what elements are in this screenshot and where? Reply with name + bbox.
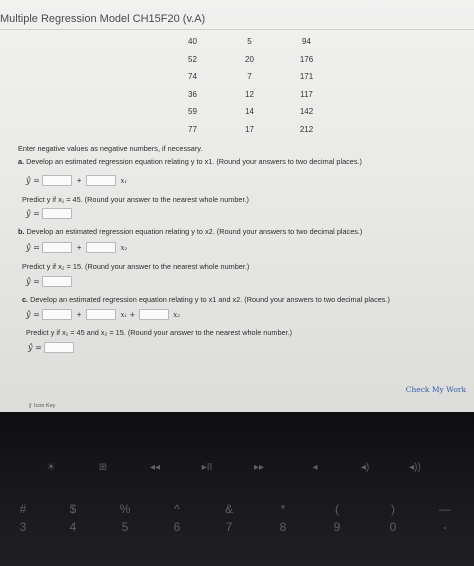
keyboard-key: ◂◂ bbox=[149, 462, 161, 473]
part-a-prediction-input[interactable] bbox=[42, 208, 72, 219]
table-cell: 20 bbox=[245, 54, 254, 64]
window-title: Multiple Regression Model CH15F20 (v.A) bbox=[0, 13, 206, 25]
keyboard-key: ◂) bbox=[360, 462, 370, 473]
part-c-equation bbox=[26, 309, 180, 320]
x1-variable: x₁ + bbox=[120, 310, 136, 319]
keyboard-key: % 5 bbox=[119, 502, 131, 534]
data-table bbox=[164, 33, 335, 138]
part-c-intercept-input[interactable] bbox=[42, 309, 72, 320]
table-cell: 142 bbox=[299, 107, 314, 117]
part-a-question bbox=[18, 157, 362, 166]
x2-variable: x₂ bbox=[173, 310, 181, 319]
keyboard-key: ◂)) bbox=[409, 462, 421, 473]
table-cell: 212 bbox=[299, 124, 314, 134]
check-my-work-button[interactable]: Check My Work bbox=[405, 385, 466, 394]
table-cell: 77 bbox=[188, 124, 197, 134]
plus-sign: + bbox=[76, 310, 82, 319]
yhat-label: ŷ = bbox=[26, 243, 40, 252]
icon-key-label: Icon Key bbox=[34, 403, 56, 409]
yhat-label: ŷ = bbox=[26, 209, 40, 218]
yhat-label: ŷ = bbox=[26, 277, 40, 286]
keyboard-key: ☀ bbox=[46, 462, 56, 473]
table-cell: 117 bbox=[300, 89, 313, 99]
keyboard-key: & 7 bbox=[224, 502, 233, 534]
keyboard-key: ◂ bbox=[312, 462, 318, 473]
part-c-label: c. bbox=[22, 295, 29, 304]
instructions-text: Enter negative values as negative numbers, if necessary. bbox=[18, 144, 203, 153]
part-c-prediction bbox=[28, 342, 74, 353]
table-cell: 171 bbox=[299, 72, 314, 82]
table-cell: 52 bbox=[188, 54, 197, 64]
laptop-keyboard bbox=[0, 412, 474, 566]
keyboard-key: ( 9 bbox=[333, 502, 341, 534]
part-b-question bbox=[18, 227, 362, 236]
plus-sign: + bbox=[76, 243, 82, 252]
table-cell: 59 bbox=[188, 107, 197, 117]
table-cell: 17 bbox=[245, 124, 254, 134]
part-a-equation bbox=[26, 175, 127, 186]
keyboard-key: ▸▸ bbox=[253, 462, 265, 473]
keyboard-key: * 8 bbox=[279, 502, 287, 534]
table-cell: 36 bbox=[188, 89, 197, 99]
x1-variable: x₁ bbox=[120, 176, 128, 185]
keyboard-key: # 3 bbox=[19, 502, 27, 534]
part-a-predict-text: Predict y if x₁ = 45. (Round your answer to the nearest whole number.) bbox=[22, 195, 249, 204]
yhat-label: ŷ = bbox=[26, 176, 40, 185]
table-row bbox=[164, 103, 335, 121]
part-a-intercept-input[interactable] bbox=[42, 175, 72, 186]
table-cell: 12 bbox=[245, 89, 254, 99]
x2-variable: x₂ bbox=[120, 243, 128, 252]
part-c-x2-coef-input[interactable] bbox=[139, 309, 169, 320]
part-b-slope-input[interactable] bbox=[86, 242, 116, 253]
part-b-prediction bbox=[26, 276, 72, 287]
table-cell: 74 bbox=[188, 72, 197, 82]
table-row bbox=[164, 33, 335, 51]
table-cell: 7 bbox=[247, 72, 252, 82]
table-cell: 176 bbox=[299, 54, 314, 64]
table-row bbox=[164, 68, 335, 86]
table-row bbox=[164, 51, 335, 69]
part-b-intercept-input[interactable] bbox=[42, 242, 72, 253]
part-a-question-text: Develop an estimated regression equation relating y to x1. (Round your answers to two decimal places.) bbox=[26, 157, 362, 166]
icon-key-link[interactable] bbox=[28, 403, 55, 409]
keyboard-key: ^ 6 bbox=[173, 502, 181, 534]
yhat-label: ŷ = bbox=[26, 310, 40, 319]
part-c-prediction-input[interactable] bbox=[44, 342, 74, 353]
table-cell: 14 bbox=[245, 107, 254, 117]
table-cell: 40 bbox=[188, 37, 197, 47]
part-a-label: a. bbox=[18, 157, 25, 166]
key-icon: ⚷ bbox=[28, 403, 33, 409]
keyboard-key: $ 4 bbox=[69, 502, 77, 534]
part-b-prediction-input[interactable] bbox=[42, 276, 72, 287]
keyboard-key: ) 0 bbox=[389, 502, 397, 534]
part-a-slope-input[interactable] bbox=[86, 175, 116, 186]
part-c-question-text: Develop an estimated regression equation relating y to x1 and x2. (Round your answers to two decimal places.) bbox=[30, 295, 390, 304]
table-row bbox=[164, 86, 335, 104]
part-c-predict-text: Predict y if x₁ = 45 and x₂ = 15. (Round your answer to the nearest whole number.) bbox=[26, 328, 293, 337]
title-divider bbox=[0, 29, 474, 30]
keyboard-key: ▸II bbox=[201, 462, 213, 473]
table-cell: 94 bbox=[302, 37, 311, 47]
table-row bbox=[164, 121, 335, 139]
part-c-x1-coef-input[interactable] bbox=[86, 309, 116, 320]
part-b-equation bbox=[26, 242, 127, 253]
plus-sign: + bbox=[76, 176, 82, 185]
part-a-prediction bbox=[26, 208, 72, 219]
part-c-question bbox=[22, 295, 390, 304]
keyboard-key: ⊞ bbox=[98, 462, 108, 473]
part-b-question-text: Develop an estimated regression equation relating y to x2. (Round your answers to two decimal places.) bbox=[26, 227, 363, 236]
part-b-label: b. bbox=[18, 227, 25, 236]
keyboard-key: — - bbox=[439, 502, 451, 534]
part-b-predict-text: Predict y if x₂ = 15. (Round your answer to the nearest whole number.) bbox=[22, 262, 250, 271]
table-cell: 5 bbox=[247, 37, 252, 47]
yhat-label: ŷ = bbox=[28, 343, 42, 352]
